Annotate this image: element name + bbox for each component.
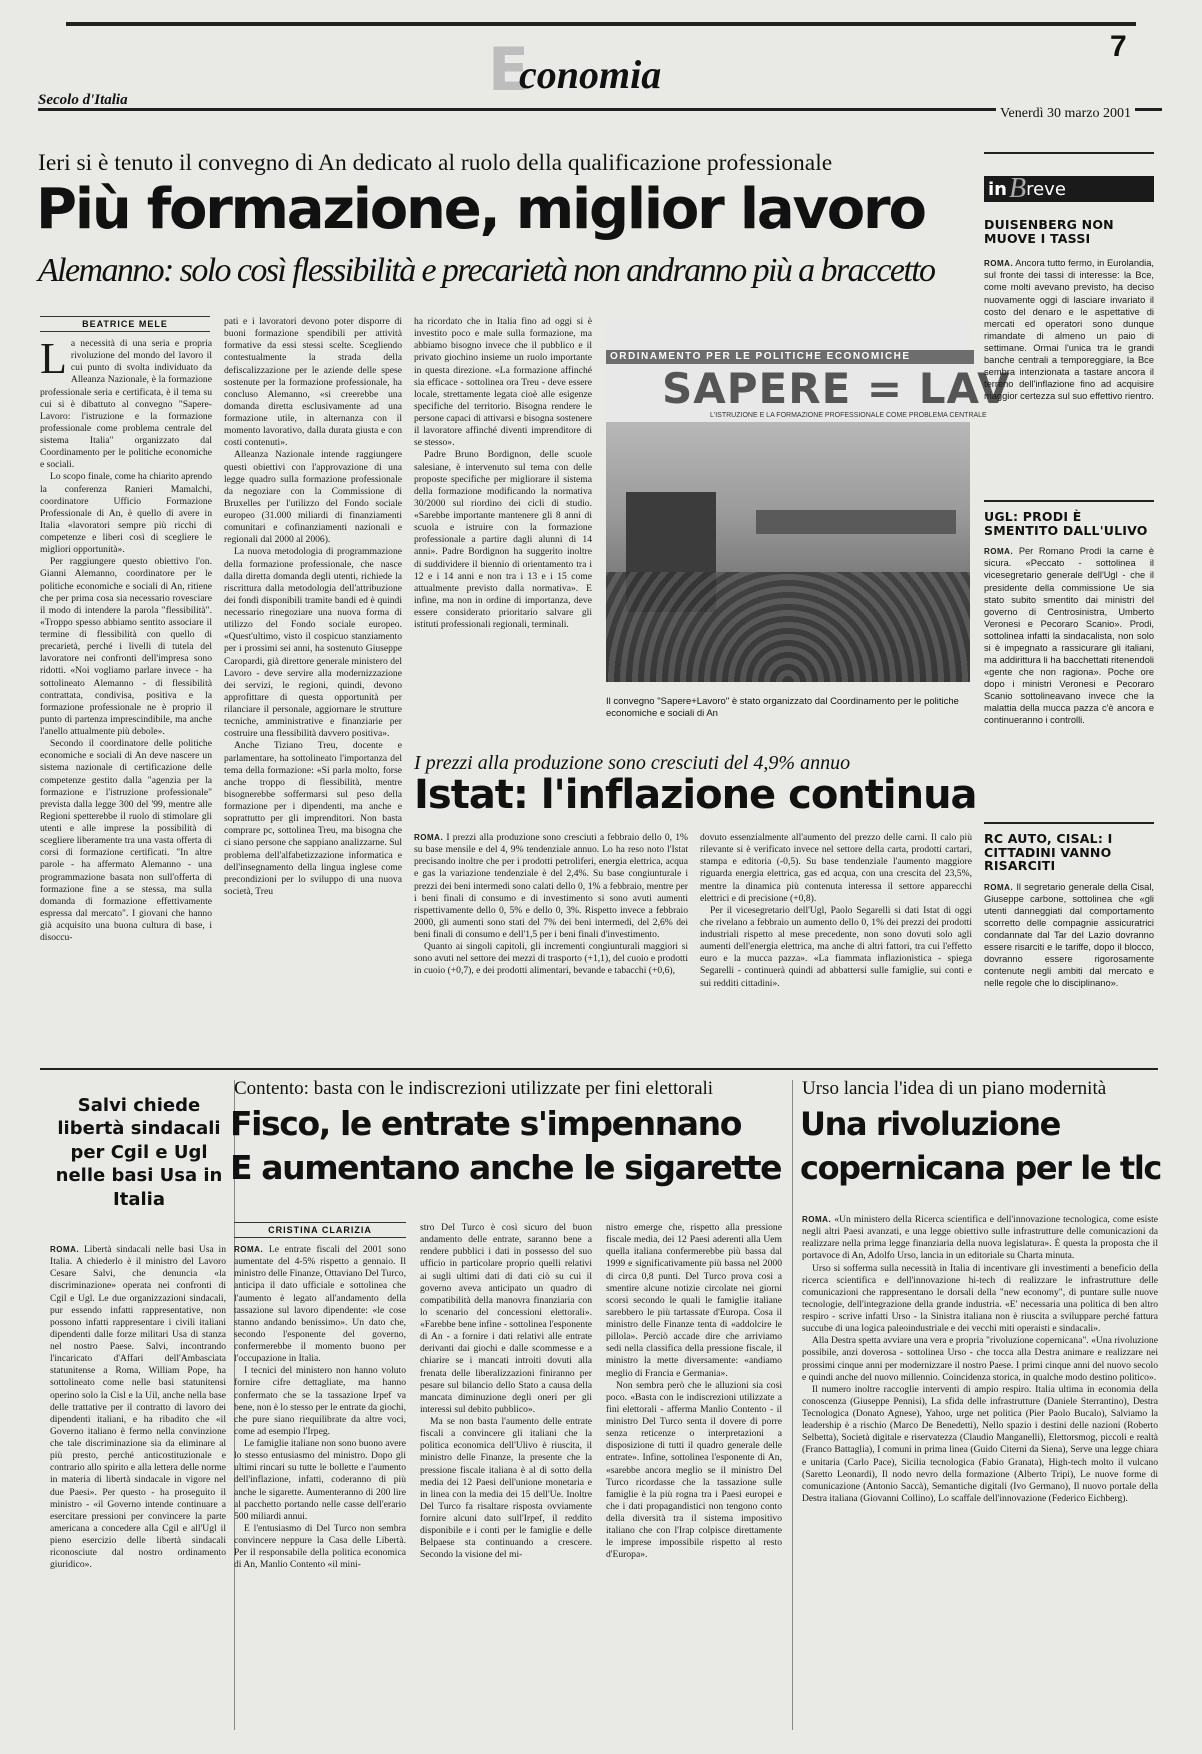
brief-item xyxy=(984,218,1154,402)
lead-column-3 xyxy=(414,316,592,754)
paragraph: Il numero inoltre raccoglie interventi di ampio respiro. Italia ultima in economia della conoscenza (Giuseppe Pennisi), La sfida delle infrastrutture (Daniele Sterrantino), Destra Tecnologica (Donato Agnese), Yahoo, urge net politica (Pier Paolo Bucalo), Salviamo la leadership è a rischio (Marco De Benedetti), Nello spazio i destini delle nazioni (Roberto Selbetta), Società digitale e riservatezza (Claudio Manganelli), Elettorsmog, piccoli e realtà (Franco Battaglia), I comuni in prima linea (Guido Citerni da Siena), Serve una legge chiara e unitaria (Carlo Pace), Sicilia tecnologica (Fabio Granata), High-tech molto il vulcano (Saretto Leonardi), Il nodo nevro della formazione (Alberto Tripi), Le nuove forme di comunicazione (Antonio Saccà), Semantiche digitali (Ivo Germano), Il nuovo portale della Destra italiana (Giovanni Collino), Lo scaffale dell'innovazione (Federico Eichberg). xyxy=(802,1383,1158,1504)
dateline: ROMA. xyxy=(50,1245,80,1254)
urso-kicker: Urso lancia l'idea di un piano modernità xyxy=(802,1078,1107,1099)
salvi-headline: Salvi chiede libertà sindacali per Cgil e Ugl nelle basi Usa in Italia xyxy=(55,1095,223,1210)
urso-headline-line-2: copernicana per le tlc xyxy=(800,1149,1161,1187)
paragraph: Alla Destra spetta avviare una vera e propria "rivoluzione copernicana". «Una rivoluzione possibile, anzi doverosa - sottolinea Urso - che tocca alla Destra animare e realizzare nei prossimi cinque anni per modernizzare il nostro Paese. I primi cinque anni del nuovo secolo e quindi anche del nuovo millennio. Coincidenza storica, in qualche modo destino politico». xyxy=(802,1335,1158,1383)
paragraph: E l'entusiasmo di Del Turco non sembra convincere neppure la Casa delle Libertà. Per il responsabile della politica economica di An, Manlio Contento «il mini- xyxy=(234,1522,406,1571)
fisco-headline-line-1: Fisco, le entrate s'impennano xyxy=(230,1104,742,1143)
top-rule xyxy=(66,22,1136,26)
dateline: ROMA. xyxy=(984,882,1014,892)
dateline: ROMA. xyxy=(802,1215,832,1224)
dateline: ROMA. xyxy=(984,547,1014,556)
brief-logo-b: B xyxy=(1008,173,1027,204)
fisco-kicker: Contento: basta con le indiscrezioni utilizzate per fini elettorali xyxy=(234,1078,714,1099)
istat-column-1 xyxy=(414,832,688,1060)
brief-text: Il segretario generale della Cisal, Giuseppe carbone, sottolinea che «gli utenti danneggiati dal comportamento scorretto delle compagnie assicuratrici condannate dal Tar del Lazio dovranno essere risarciti e le tariffe, dopo il blocco, dovranno essere rigorosamente contenute negli ambiti dal mercato e nelle regole che lo disciplinano». xyxy=(984,881,1154,989)
paragraph: «Un ministero della Ricerca scientifica e dell'innovazione tecnologica, come esiste negli altri Paesi avanzati, e una legge obiettivo sulle infrastrutture delle comunicazioni da realizzare nella prima legge finanziaria della nuova legislatura». È questa la proposta che il portavoce di An, Adolfo Urso, lancia in un editoriale su Charta minuta. xyxy=(802,1214,1158,1262)
fisco-headline-line-2: E aumentano anche le sigarette xyxy=(230,1148,782,1187)
lead-headline: Più formazione, miglior lavoro xyxy=(36,177,925,242)
fisco-byline: CRISTINA CLARIZIA xyxy=(234,1222,406,1238)
lead-column-1 xyxy=(40,334,212,1060)
photo-caption: Il convegno "Sapere+Lavoro" è stato organizzato dal Coordinamento per le politiche economiche e sociali di An xyxy=(606,696,959,719)
paragraph: Lo scopo finale, come ha chiarito aprendo la conferenza Ranieri Mamalchi, coordinatore Ufficio Formazione Professionale di An, è quello di avere in Italia «lavoratori sempre più ricchi di competenze e liberi così di scegliere le migliori opportunità». xyxy=(40,471,212,556)
section-initial: E xyxy=(488,35,529,105)
section-divider xyxy=(40,1068,1158,1070)
lead-byline: BEATRICE MELE xyxy=(40,316,210,332)
paragraph: pati e i lavoratori devono poter disporre di buoni formazione spendibili per attività formative da essi stessi scelte. Scegliendo contestualmente la strada della defiscalizzazione per le aziende delle spese sostenute per la formazione professionale, ha concluso Alemanno, «si creerebbe una domanda diretta esclusivamente ad una formazione utile, in alternanza con il momento lavorativo, dalla durata giusta e con costi contenuti». xyxy=(224,316,402,449)
lead-column-2 xyxy=(224,316,402,1060)
paragraph: Per raggiungere questo obiettivo l'on. Gianni Alemanno, coordinatore per le politiche economiche e sociali di An, ritiene che per prima cosa sia necessario rovesciare il modo di intendere la parola "flessibilità". «Troppo spesso abbiamo sentito associare il termine di flessibilità con quello di precarietà, perché i livelli di tutela del lavoratore nei confronti dell'impresa sono ridotti. «Noi vogliamo parlare invece - ha sottolineato Alemanno - di flessibilità contrattata, condivisa, positiva e la formazione professionale ne è proprio il punto di partenza imprescindibile, ma anche l'anello attualmente più debole». xyxy=(40,556,212,737)
paper-name: Secolo d'Italia xyxy=(38,92,128,108)
brief-top-rule xyxy=(984,152,1154,154)
brief-title: DUISENBERG NON MUOVE I TASSI xyxy=(984,217,1114,246)
dateline: ROMA. xyxy=(234,1245,264,1254)
paragraph: Quanto ai singoli capitoli, gli incrementi congiunturali maggiori si sono avuti nel settore dei mezzi di trasporto (+1,1), del cuoio e prodotti in cuoio (+0,7), e dei prodotti alimentari, bevande e tabacchi (+0,6), xyxy=(414,941,688,977)
masthead-rule xyxy=(38,108,1162,111)
paragraph: Ma se non basta l'aumento delle entrate fiscali a convincere gli italiani che la politica economica dell'Ulivo è riuscita, il ministro delle Finanze, la presente che la pressione fiscale italiana è al di sotto della media dei 12 Paesi dell'unione monetaria e in linea con la media dei 15 dell'Ue. Inoltre Del Turco fa risaltare risposta ovviamente fornire alcuni dato sull'Irpef, il reddito disponibile e i conti per le famiglie e delle Belpaese sta continuando a crescere. Secondo la visione del mi- xyxy=(420,1416,592,1561)
lead-subheadline: Alemanno: solo così flessibilità e precarietà non andranno più a braccetto xyxy=(38,252,935,289)
brief-item xyxy=(984,510,1154,726)
issue-date: Venerdì 30 marzo 2001 xyxy=(996,106,1135,122)
paragraph: Per il vicesegretario dell'Ugl, Paolo Segarelli si dati Istat di oggi che rivelano a febbraio un aumento dello 0, 1% dei prezzi dei prodotti industriali rispetto al mese precedente, non sono dovuti solo agli aumenti dell'energia elettrica, ma anche di altri fattori, tra cui l'effetto euro e la mucca pazza». «La fiammata inflazionistica - spiega Segarelli - continuerà quindi ad abbattersi sulle famiglie, sui conti e sui redditi cittadini». xyxy=(700,904,972,989)
salvi-column xyxy=(50,1244,226,1724)
paragraph: Urso si sofferma sulla necessità in Italia di incentivare gli investimenti a beneficio della ricerca scientifica e dell'innovazione hi-tech di realizzare le infrastrutture delle comunicazioni che rappresentano le dorsali della "new economy", di puntare sulle nuove tecnologie, dell'integrazione della grande industria. «E' necessaria una politica di ben altro respiro - scrive infatti Urso - la Sinistra italiana non è riuscita a sviluppare perché fattura succube di una logica paleoindustriale e dei vecchi miti operaisti e sindacali». xyxy=(802,1262,1158,1335)
paragraph: Libertà sindacali nelle basi Usa in Italia. A chiederlo è il ministro del Lavoro Cesare Salvi, che denuncia «la discriminazione» operata nei confronti di Cgil e Ugl. Le due organizzazioni sindacali, pur essendo infatti rappresentative, non possono infatti rappresentare i civili italiani dipendenti dalle forze militari Usa di stanza nel nostro Paese. Salvi, incontrando l'incaricato d'Affari dell'Ambasciata statunitense a Roma, William Pope, ha sottolineato come nelle basi statunitensi operino solo la Cisl e la Uil, anche nella base delle trattative per il contratto di lavoro dei dipendenti italiani, e ha ribadito che «il Governo italiano è fermo nella convinzione che tale discriminazione sia da eliminare al più presto, perché anticostituzionale e contrario allo spirito e alla lettera delle norme in materia di libertà sindacale in vigore nel due Paesi». Per questo - ha proseguito il ministro - «il Governo intende continuare a esercitare pressioni per convincere la parte americana a concedere alla Cgil e all'Ugl il pieno esercizio delle libertà sindacali riconosciute dal nostro ordinamento giuridico». xyxy=(50,1244,226,1571)
dateline: ROMA. xyxy=(414,833,444,842)
paragraph: dovuto essenzialmente all'aumento del prezzo delle carni. Il calo più rilevante si è verificato invece nel settore della carta, prodotti cartari, stampa e editoria (-0,5). Su base tendenziale l'aumento maggiore riguarda energia elettrica, gas ed acqua, con una crescita del 23,5%, mentre la dinamica più contenuta interessa il settore apparecchi elettrici e di precisione (+0,8). xyxy=(700,832,972,904)
brief-item xyxy=(984,832,1154,990)
lead-dropcap: L xyxy=(40,334,67,383)
section-name: conomia xyxy=(519,52,662,97)
brief-divider xyxy=(984,500,1154,502)
fisco-column-2 xyxy=(420,1222,592,1724)
photo-panel-table xyxy=(756,510,956,534)
istat-column-2 xyxy=(700,832,972,1060)
photo-banner-title: SAPERE = LAV xyxy=(662,364,1011,413)
paragraph: Alleanza Nazionale intende raggiungere questi obiettivi con l'approvazione di una legge quadro sulla formazione professionale da negoziare con la Commissione di Bruxelles per l'utilizzo del Fondo sociale europeo (31.000 miliardi di finanziamenti comunitari e cofinanziamenti nazionali e regionali dal 2000 al 2006). xyxy=(224,449,402,546)
paragraph: ha ricordato che in Italia fino ad oggi si è investito poco e male sulla formazione, ma abbiamo bisogno invece che il pubblico e il privato giochino insieme un ruolo importante in questa direzione. «La formazione affinché sia efficace - sottolinea ora Treu - deve essere locale, strettamente legata cioè alle esigenze specifiche del territorio. Bisogna rendere le persone capaci di attivarsi e bisogna sostenere il lavoratore affinché diventi imprenditore di se stesso». xyxy=(414,316,592,449)
column-divider xyxy=(792,1080,793,1730)
istat-kicker: I prezzi alla produzione sono cresciuti del 4,9% annuo xyxy=(414,752,851,774)
brief-title: RC AUTO, CISAL: I CITTADINI VANNO RISARCITI xyxy=(984,831,1113,873)
brief-logo xyxy=(984,173,1154,204)
paragraph: La nuova metodologia di programmazione della formazione professionale, che nasce dalla diretta domanda degli utenti, richiede la riscrittura dalla metodologia dell'attribuzione dei fondi disponibili tramite bandi ed è quindi necessario rinegoziare una nuova forma di utilizzo del Fondo sociale europeo. «Quest'ultimo, visto il cospicuo stanziamento per i prossimi sei anni, ha sostenuto Giuseppe Caropardi, già direttore generale ministero del Lavoro - deve servire alla modernizzazione dei servizi, le regioni, quindi, devono approfittare di questa opportunità per rilanciare il personale, aggiornare le strutture tecniche, amministrative e finanziarie per costruire una flessibilità davvero positiva». xyxy=(224,546,402,740)
fisco-column-1 xyxy=(234,1244,406,1724)
paragraph: I prezzi alla produzione sono cresciuti a febbraio dello 0, 1% su base mensile e del 4, 9% tendenziale annuo. Lo ha reso noto l'Istat precisando inoltre che per i prodotti petroliferi, energia elettrica, acqua e gas la variazione tendenziale è del 2,4%. Su base congiunturale i prezzi dei beni intermedi sono calati dello 0, 1% a febbraio, mentre per i beni finali di consumo e di investimento si sono avuti aumenti rispettivamente dello 0, 5% e dello 0, 3%. Rispetto invece a febbraio 2000, gli aumenti sono stati del 7% dei beni intermedi, del 2,6% dei beni finali di consumo e dell'1,5 per i beni finali d'investimento. xyxy=(414,832,688,940)
brief-text: Per Romano Prodi la carne è sicura. «Peccato - sottolinea il vicesegretario generale dell'Ugl - che il presidente della commissione Ue sia stato subito smentito dai ministri del governo di Centrosinistra, Umberto Veronesi e Pecoraro Scanio». Prodi, sottolinea infatti la sindacalista, non solo si è impegnato a rassicurare gli italiani, ma addirittura li ha bacchettati ritenendoli «gente che non ragiona». Poche ore dopo i ministri Veronesi e Pecoraro Scanio sottolineavano invece che la malattia della mucca pazza c'è ancora e continueranno i controlli. xyxy=(984,546,1154,726)
paragraph: Le famiglie italiane non sono buono avere lo stesso entusiasmo del ministro. Dopo gli ultimi rincari su tutte le bollette e l'aumento dell'inflazione, infatti, coderanno di più anche le sigarette. Aumenteranno di 200 lire al pacchetto portando nelle casse dell'erario 500 miliardi annui. xyxy=(234,1438,406,1522)
page-number: 7 xyxy=(1110,30,1127,63)
photo-banner-subtitle: L'ISTRUZIONE E LA FORMAZIONE PROFESSIONALE COME PROBLEMA CENTRALE xyxy=(710,412,987,419)
brief-divider xyxy=(984,822,1154,824)
paragraph: Padre Bruno Bordignon, delle scuole salesiane, è intervenuto sul tema con delle proposte specifiche per migliorare il sistema della formazione modificando la normativa 30/2000 sul riordino dei cicli di studio. «Sarebbe importante mantenere gli 8 anni di scuola e istruire con la formazione professionale a partire dagli alunni di 14 anni». Padre Bordignon ha suggerito inoltre di suddividere il biennio di orientamento tra i 12 e i 14 anni e non tra i 13 e i 15 come attualmente previsto dalla normativa». E infine, ma non in ordine di importanza, deve essere considerato prioritario salvare gli istituti professionali regionali, terminali. xyxy=(414,449,592,631)
paragraph: stro Del Turco è così sicuro del buon andamento delle entrate, saranno bene a rendere pubblici i dati in possesso del suo ufficio in particolare proprio quelli relativi ai sugli ultimi dati di dati ciò su cui il governo aveva anticipato un quadro di compatibilità della manovra finanziaria con lo scenario del concessioni elettorali». «Farebbe bene infine - sottolinea l'esponente di An - a fornire i dati relativi alle entrate derivanti dai giochi e dalle scommesse e a chiarire se i mancati introiti dovuti alla frenata delle liberalizzazioni finiranno per pesare sul bilancio dello Stato a causa della mancata diminuzione degli oneri per gli interessi sul debito pubblico». xyxy=(420,1222,592,1415)
istat-headline: Istat: l'inflazione continua xyxy=(414,772,977,818)
paragraph: a necessità di una seria e propria rivoluzione del mondo del lavoro il cui punto di svolta individuato da Alleanza Nazionale, è la formazione professionale seria e certificata, è il tema su cui si è dibattuto al convegno "Sapere-Lavoro: l'istruzione e la formazione professionale come problema centrale del sistema Italia" organizzato dal Coordinamento per le politiche economiche e sociali. xyxy=(40,338,212,471)
brief-text: Ancora tutto fermo, in Eurolandia, sul fronte dei tassi di interesse: la Bce, come molti avevano previsto, ha deciso nuovamente oggi di lasciare invariato il costo del denaro e le aspettative di mercati ed operatori sono dunque rimandate di almeno un paio di settimane. Ormai l'unica tra le grandi banche centrali a temporeggiare, la Bce sembra intenzionata a tastare ancora il terreno dell'inflazione fino ad acquisire maggior certezza sul suo effettivo rientro. xyxy=(984,258,1154,402)
paragraph: I tecnici del ministero non hanno voluto fornire cifre dettagliate, ma hanno confermato che se la tassazione Irpef va bene, non è lo stesso per le entrate da giochi, che pure siano riequilibrate da altre voci, come ad esempio l'Irpeg. xyxy=(234,1365,406,1437)
photo-banner-line: ORDINAMENTO PER LE POLITICHE ECONOMICHE xyxy=(606,350,974,364)
section-title xyxy=(488,35,662,105)
fisco-column-3 xyxy=(606,1222,782,1724)
lead-kicker: Ieri si è tenuto il convegno di An dedicato al ruolo della qualificazione professionale xyxy=(38,150,833,176)
paragraph: Secondo il coordinatore delle politiche economiche e sociali di An deve nascere un sistema nazionale di certificazione delle competenze gestito dalla "agenzia per la formazione e l'istruzione professionale" prevista dalla legge 300 del '99, mentre alle Regioni spetterebbe il ruolo di stimolare gli utenti e alle imprese la possibilità di scegliere liberamente tra una vasta offerta di corsi di formazione certificati. "In altre parole - ha affermato Alemanno - una programmazione basata non sull'offerta di formazione fine a se stessa, ma sulla domanda di formazione effettivamente espressa dal mercato". I giovani che hanno già acquisito una buona cultura di base, i disoccu- xyxy=(40,738,212,944)
brief-logo-rest: reve xyxy=(1026,178,1066,200)
brief-title: UGL: PRODI È SMENTITO DALL'ULIVO xyxy=(984,509,1148,538)
dateline: ROMA. xyxy=(984,259,1014,268)
paragraph: Anche Tiziano Treu, docente e parlamentare, ha sottolineato l'importanza del tema della formazione: «Si parla molto, forse anche troppo di flessibilità, mentre bisognerebbe soffermarsi sul peso della formazione per i dipendenti, ma anche e soprattutto per gli imprenditori. Non basta comprare pc, sottolinea Treu, ma bisogna che ci siano persone che sappiano analizzarne. Sul problema dell'alfabetizzazione informatica e dell'insegnamento della lingua inglese come precondizioni per lo sviluppo di una nuova società, Treu xyxy=(224,740,402,897)
urso-column xyxy=(802,1214,1158,1726)
photo-audience xyxy=(606,572,970,682)
paragraph: Non sembra però che le alluzioni sia così poco. «Basta con le indiscrezioni utilizzate a fini elettorali - afferma Manlio Contento - il ministro Del Turco senta il dovere di porre senza reticenze o interpretazioni a disposizione di tutti il quadro generale delle entrate». Infine, sottolinea l'esponente di An, «sarebbe ancora meglio se il ministro Del Turco ricordasse che la tassazione sulle famiglie è la più rogna tra i Paesi europei e che i dati propagandistici non tengono conto della diversità tra il sistema impositivo italiano che con l'Irap colpisce direttamente le imprese impossibile rispetto al resto d'Europa». xyxy=(606,1379,782,1561)
urso-headline-line-1: Una rivoluzione xyxy=(800,1105,1060,1143)
paragraph: nistro emerge che, rispetto alla pressione fiscale media, dei 12 Paesi aderenti alla Uem quella italiana confermerebbe più bassa dal 1999 e significativamente più bassa nel 2000 di circa 0,8 punti. Del Turco prova così a smentire alcune notizie circolate nei giorni scorsi secondo le quali le famiglie italiane sarebbero le più tartassate d'Europa. Cosa il ministro delle Finanze tenta di «addolcire le pillola». Perciò accade dire che arriviamo sedi nella classifica della pressione fiscale, il ministro la mette diversamente: «andiamo meglio di Francia e Germania». xyxy=(606,1222,782,1379)
brief-logo-in: in xyxy=(988,178,1007,200)
paragraph: Le entrate fiscali del 2001 sono aumentate del 4-5% rispetto a gennaio. Il ministro delle Finanze, Ottaviano Del Turco, anticipa il dato ufficiale e sottolinea che l'aumento è legato all'andamento della tassazione sul lavoro dipendente: «le cose stanno andando benissimo». Un dato che, secondo l'esponente del governo, confermerebbe il momento buono per l'occupazione in Italia. xyxy=(234,1244,406,1365)
